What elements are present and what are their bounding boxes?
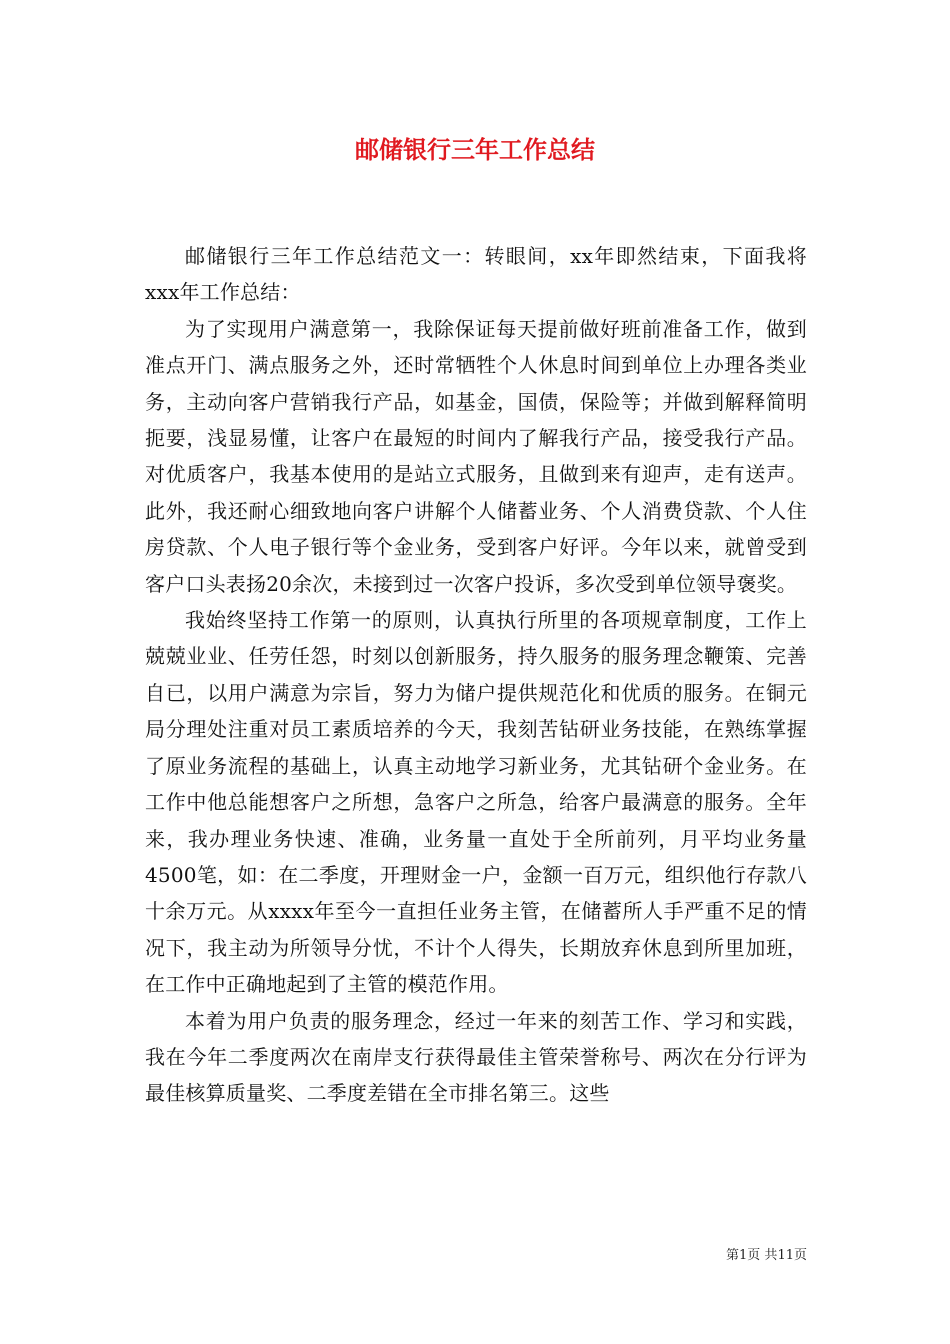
footer-page-number: 1: [739, 1248, 748, 1263]
footer-middle: 页 共: [747, 1248, 778, 1263]
document-body: [145, 238, 807, 1112]
page-footer: [0, 1247, 807, 1265]
footer-suffix: 页: [793, 1248, 807, 1263]
footer-prefix: 第: [726, 1248, 740, 1263]
document-title: 邮储银行三年工作总结: [355, 136, 595, 164]
paragraph-achievements: 本着为用户负责的服务理念，经过一年来的刻苦工作、学习和实践，我在今年二季度两次在南岸支行获得最佳主管荣誉称号、两次在分行评为最佳核算质量奖、二季度差错在全市排名第三。这些: [145, 1008, 807, 1106]
paragraph-intro: 邮储银行三年工作总结范文一：转眼间，xx年即然结束，下面我将xxx年工作总结：: [145, 244, 807, 305]
footer-total-pages: 11: [777, 1248, 794, 1263]
paragraph-customer-service: 为了实现用户满意第一，我除保证每天提前做好班前准备工作，做到准点开门、满点服务之外，还时常牺牲个人休息时间到单位上办理各类业务，主动向客户营销我行产品，如基金，国债，保险等；并做到解释简明扼要，浅显易懂，让客户在最短的时间内了解我行产品，接受我行产品。对优质客户，我基本使用的是站立式服务，且做到来有迎声，走有送声。此外，我还耐心细致地向客户讲解个人储蓄业务、个人消费贷款、个人住房贷款、个人电子银行等个金业务，受到客户好评。今年以来，就曾受到客户口头表扬20余次，未接到过一次客户投诉，多次受到单位领导褒奖。: [145, 316, 807, 596]
paragraph-work-principle: 我始终坚持工作第一的原则，认真执行所里的各项规章制度，工作上兢兢业业、任劳任怨，时刻以创新服务，持久服务的服务理念鞭策、完善自已，以用户满意为宗旨，努力为储户提供规范化和优质的服务。在铜元局分理处注重对员工素质培养的今天，我刻苦钻研业务技能，在熟练掌握了原业务流程的基础上，认真主动地学习新业务，尤其钻研个金业务。在工作中他总能想客户之所想，急客户之所急，给客户最满意的服务。全年来，我办理业务快速、准确，业务量一直处于全所前列，月平均业务量4500笔，如：在二季度，开理财金一户，金额一百万元，组织他行存款八十余万元。从xxxx年至今一直担任业务主管，在储蓄所人手严重不足的情况下，我主动为所领导分忧，不计个人得失，长期放弃休息到所里加班，在工作中正确地起到了主管的模范作用。: [145, 608, 807, 997]
